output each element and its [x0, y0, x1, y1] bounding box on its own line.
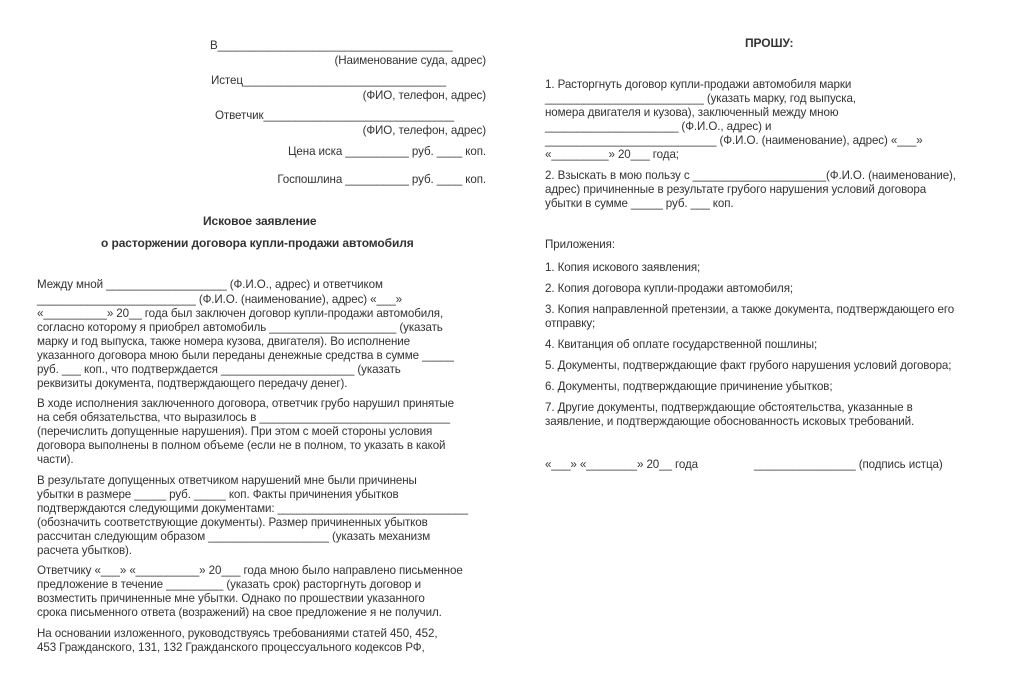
body-line: (обозначить соответствующие документы). Размер причиненных убытков — [37, 516, 428, 529]
body-line: убытки в размере _____ руб. _____ коп. Факты причинения убытков — [37, 488, 399, 501]
signature-date: «___» «________» 20__ года — [545, 458, 698, 471]
body-line: ___________________________ (Ф.И.О. (наименование), адрес) «___» — [545, 134, 923, 147]
body-line: На основании изложенного, руководствуясь требованиями статей 450, 452, — [37, 627, 438, 640]
body-line: _____________________ (Ф.И.О., адрес) и — [545, 120, 772, 133]
body-line: договора выполнены в полном объеме (если не в полном, то указать в какой — [37, 439, 446, 452]
body-line: 453 Гражданского, 131, 132 Гражданского процессуального кодексов РФ, — [37, 641, 425, 654]
body-line: адрес) причиненные в результате грубого нарушения условий договора — [545, 183, 927, 196]
body-line: расчета убытков). — [37, 544, 132, 557]
body-line: Ответчику «___» «__________» 20___ года мною было направлено письменное — [37, 564, 463, 577]
body-line: 2. Взыскать в мою пользу с _____________________(Ф.И.О. (наименование), — [545, 169, 956, 182]
attachment-item: 4. Квитанция об оплате государственной пошлины; — [545, 338, 818, 351]
body-line: подтверждаются следующими документами: ______________________________ — [37, 502, 469, 515]
body-line: _________________________ (Ф.И.О. (наименование), адрес) «___» — [37, 293, 402, 306]
body-line: реквизиты документа, подтверждающего передачу денег). — [37, 377, 348, 390]
body-line: части). — [37, 453, 74, 466]
body-line: «_________» 20___ года; — [545, 148, 679, 161]
court-hint: (Наименование суда, адрес) — [334, 54, 486, 67]
body-line: «__________» 20__ года был заключен договор купли-продажи автомобиля, — [37, 307, 444, 320]
court-field: В_____________________________________ — [210, 39, 453, 52]
state-fee: Госпошлина __________ руб. ____ коп. — [277, 173, 486, 186]
attachment-item: 7. Другие документы, подтверждающие обстоятельства, указанные в — [545, 401, 913, 414]
body-line: на себя обязательства, что выразилось в ______________________________ — [37, 411, 450, 424]
body-line: срока письменного ответа (возражений) на свое предложение я не получил. — [37, 606, 442, 619]
attachment-item: 5. Документы, подтверждающие факт грубого нарушения условий договора; — [545, 359, 952, 372]
body-line: предложение в течение _________ (указать срок) расторгнуть договор и — [37, 578, 422, 591]
attachment-item: 2. Копия договора купли-продажи автомобиля; — [545, 282, 794, 295]
document-subtitle: о расторжении договора купли-продажи автомобиля — [101, 236, 414, 250]
body-line: 1. Расторгнуть договор купли-продажи автомобиля марки — [545, 78, 852, 91]
body-line: марку и год выпуска, также номера кузова, двигателя). Во исполнение — [37, 335, 410, 348]
claim-price: Цена иска __________ руб. ____ коп. — [287, 145, 486, 158]
signature-line: ________________ (подпись истца) — [754, 458, 943, 471]
body-line: Между мной ___________________ (Ф.И.О., адрес) и ответчиком — [37, 278, 383, 291]
attachment-item: заявление, и подтверждающие обоснованность исковых требований. — [545, 415, 915, 428]
document-title: Исковое заявление — [203, 214, 317, 228]
body-line: убытки в сумме _____ руб. ___ коп. — [545, 197, 734, 210]
attachment-item: отправку; — [545, 317, 596, 330]
attachment-item: 1. Копия искового заявления; — [545, 261, 701, 274]
body-line: возместить причиненные мне убытки. Однако по прошествии указанного — [37, 592, 425, 605]
body-line: (перечислить допущенные нарушения). При этом с моей стороны условия — [37, 425, 433, 438]
body-line: В результате допущенных ответчиком нарушений мне были причинены — [37, 474, 417, 487]
body-line: руб. ___ коп., что подтверждается _____________________ (указать — [37, 363, 401, 376]
defendant-field: Ответчик______________________________ — [215, 109, 454, 122]
attachment-item: 6. Документы, подтверждающие причинение убытков; — [545, 380, 833, 393]
body-line: _________________________ (указать марку, год выпуска, — [545, 92, 856, 105]
attachments-heading: Приложения: — [545, 238, 615, 251]
request-heading: ПРОШУ: — [745, 36, 794, 50]
body-line: указанного договора мною были переданы денежные средства в сумме _____ — [37, 349, 454, 362]
body-line: согласно которому я приобрел автомобиль ____________________ (указать — [37, 321, 443, 334]
body-line: В ходе исполнения заключенного договора, ответчик грубо нарушил принятые — [37, 397, 454, 410]
body-line: рассчитан следующим образом ___________________ (указать механизм — [37, 530, 431, 543]
body-line: номера двигателя и кузова), заключенный между мною — [545, 106, 839, 119]
defendant-hint: (ФИО, телефон, адрес) — [362, 124, 486, 137]
attachment-item: 3. Копия направленной претензии, а также документа, подтверждающего его — [545, 303, 955, 316]
plaintiff-field: Истец________________________________ — [211, 74, 447, 87]
plaintiff-hint: (ФИО, телефон, адрес) — [362, 89, 486, 102]
